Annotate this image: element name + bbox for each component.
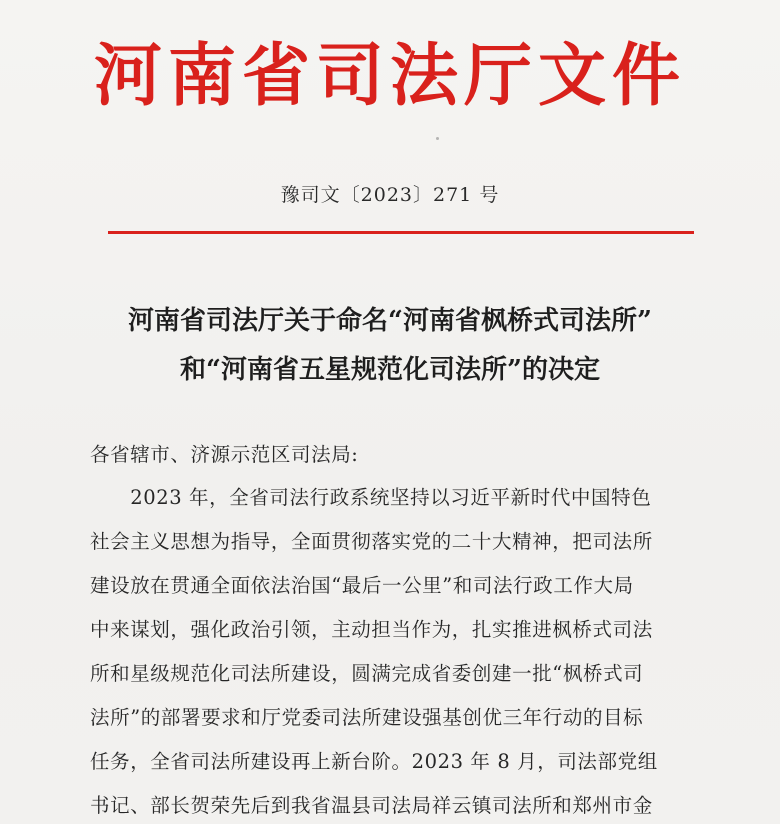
document-number: 豫司文〔2023〕271 号 — [280, 184, 500, 206]
body-paragraph-line: 书记、部长贺荣先后到我省温县司法局祥云镇司法所和郑州市金 — [90, 794, 653, 817]
paper-speck — [436, 137, 439, 140]
document-title-line-1: 河南省司法厅关于命名“河南省枫桥式司法所” — [128, 306, 652, 336]
addressee-line: 各省辖市、济源示范区司法局: — [90, 443, 359, 466]
body-paragraph-line: 任务，全省司法所建设再上新台阶。2023 年 8 月，司法部党组 — [90, 750, 658, 773]
body-paragraph-line: 中来谋划，强化政治引领，主动担当作为，扎实推进枫桥式司法 — [90, 618, 653, 641]
document-title-line-2: 和“河南省五星规范化司法所”的决定 — [180, 355, 600, 385]
body-paragraph-line: 法所”的部署要求和厅党委司法所建设强基创优三年行动的目标 — [90, 706, 644, 729]
body-paragraph-line: 所和星级规范化司法所建设，圆满完成省委创建一批“枫桥式司 — [90, 662, 644, 685]
red-separator-line — [108, 231, 694, 234]
body-paragraph-line: 2023 年，全省司法行政系统坚持以习近平新时代中国特色 — [90, 486, 652, 509]
document-header-title: 河南省司法厅文件 — [93, 36, 686, 116]
body-paragraph-line: 社会主义思想为指导，全面贯彻落实党的二十大精神，把司法所 — [90, 530, 653, 553]
body-paragraph-line: 建设放在贯通全面依法治国“最后一公里”和司法行政工作大局 — [90, 574, 634, 597]
